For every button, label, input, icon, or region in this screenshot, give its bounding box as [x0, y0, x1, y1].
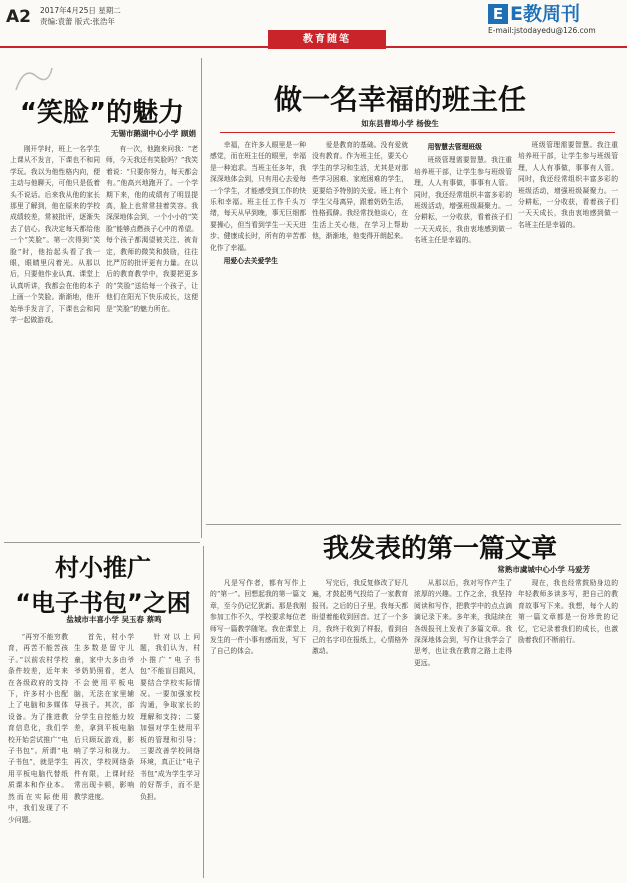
decorative-swirl-icon — [14, 62, 54, 92]
article-happy-col2: 爱是教育的基础。没有爱就没有教育。作为班主任，要关心学生的学习和生活，尤其是对那些学习困难、家庭困难的学生，更要给予特别的关爱。班上有个学生父母离异，跟着奶奶生活，性格孤僻。我经常找他谈心，在生活上关心他，在学习上帮助他，渐渐地，他变得开朗起来。 — [312, 141, 408, 241]
column-divider — [201, 58, 202, 538]
header-meta — [40, 5, 121, 27]
article-ebook-col3: 针对以上问题，我们认为，村小推广“电子书包”不能盲目跟风，要结合学校实际情况。一要加强家校沟通，争取家长的理解和支持；二要加强对学生使用平板的管理和引导；三要改善学校网络环境，真正让“电子书包”成为学生学习的好帮手，而不是负担。 — [140, 633, 200, 801]
newspaper-logo — [488, 4, 596, 35]
article-first-col2: 写完后，我反复修改了好几遍，才鼓起勇气投给了一家教育报刊。之后的日子里，我每天都盼望着能收到回音。过了一个多月，我终于收到了样报，看到自己的名字印在报纸上，心情格外激动。 — [312, 579, 408, 656]
subheading-love: 用爱心去关爱学生 — [223, 257, 278, 266]
section-divider — [4, 542, 200, 543]
article-happy-title: 做一名幸福的班主任 — [273, 83, 526, 116]
article-smile-title: “笑脸”的魅力 — [19, 98, 185, 128]
article-ebook-byline: 盐城市丰喜小学 吴玉春 蔡鸣 — [66, 615, 162, 624]
page-header — [0, 0, 627, 48]
logo-mark-icon: E — [488, 4, 508, 24]
date-line: 2017年4月25日 星期二 — [40, 6, 121, 15]
subheading-wisdom: 用智慧去管理班级 — [427, 143, 482, 151]
section-divider — [206, 524, 621, 525]
article-smile-col2: 有一次，他跑来问我：“老师，今天我还有笑脸吗？”我笑着说：“只要你努力，每天都会有。”他高兴地跑开了。一个学期下来，他的成绩有了明显提高，脸上也常常挂着笑容。我深深地体会到，一个小小的“笑脸”能够点燃孩子心中的希望。每个孩子都渴望被关注、被肯定，教师的微笑和鼓励，往往比严厉的批评更有力量。在以后的教育教学中，我要把更多的“笑脸”送给每一个孩子，让他们在阳光下快乐成长，这便是“笑脸”的魅力所在。 — [106, 145, 198, 313]
title-underline — [220, 132, 615, 133]
column-divider — [203, 546, 204, 878]
contact-email[interactable]: E-mail:jstodayedu@126.com — [488, 26, 596, 35]
article-ebook-title-line2: “电子书包”之困 — [15, 589, 191, 617]
logo-name: E教周刊 — [510, 3, 580, 25]
article-first-col4: 现在，我也经常鼓励身边的年轻教师多读多写，把自己的教育故事写下来。我想，每个人的第一篇文章都是一份珍贵的记忆，它记录着我们的成长，也激励着我们不断前行。 — [518, 579, 618, 645]
article-happy-col1: 幸福，在许多人眼里是一种感觉，而在班主任的眼里，幸福是一种追求。当班主任多年，我深深地体会到，只有用心去爱每一个学生，才能感受到工作的快乐和幸福。班主任工作千头万绪，每天从早到晚，事无巨细都要操心，但当看到学生一天天进步、健康成长时，所有的辛苦都化作了幸福。 用爱心去关爱学生 — [210, 140, 306, 520]
article-smile-col1: 刚开学时，班上一名学生上课从不发言，下课也不和同学玩。我以为他性格内向，便主动与他聊天，可他只是低着头不说话。后来我从他的家长那里了解到，他在原来的学校成绩较差，常被批评，逐渐失去了信心。我决定每天都给他一个“笑脸”。第一次得到“笑脸”时，他抬起头看了我一眼，眼睛里闪着光。从那以后，只要他作业认真、课堂上认真听讲，我都会在他的本子上画一个笑脸。渐渐地，他开始举手发言了，下课也会和同学一起做游戏。 — [10, 145, 100, 325]
section-label: 教育随笔 — [268, 30, 386, 49]
article-ebook-title-line1: 村小推广 — [55, 554, 151, 582]
article-ebook-col2: 首先，村小学生多数是留守儿童，家中大多由爷爷奶奶照看，老人不会使用平板电脑，无法在家里辅导孩子。其次，部分学生自控能力较差，拿到平板电脑后只顾玩游戏，影响了学习和视力。再次，学校网络条件有限，上课时经常出现卡顿，影响教学进度。 — [74, 633, 134, 801]
article-first-byline: 常熟市虞城中心小学 马爱芳 — [497, 565, 590, 574]
article-ebook-col1: “再穷不能穷教育，再苦不能苦孩子。”以前农村学校条件较差，近年来在各级政府的支持下，许多村小也配上了电脑和多媒体设备。为了推进教育信息化，我们学校开始尝试推广“电子书包”。所谓“电子书包”，就是学生用平板电脑代替纸质课本和作业本。然而在实际使用中，我们发现了不少问题。 — [8, 633, 68, 824]
article-happy-col3: 用智慧去管理班级 班级管理需要智慧。我注重培养班干部，让学生参与班级管理，人人有事做，事事有人管。同时，我还经常组织丰富多彩的班级活动，增强班级凝聚力。一分耕耘，一分收获，看着孩子们一天天成长，我由衷地感到做一名班主任是幸福的。 — [414, 143, 512, 245]
article-smile-byline: 无锡市鹅湖中心小学 顾娟 — [110, 129, 196, 138]
editor-line: 责编:袁蕾 版式:张浩年 — [40, 17, 115, 26]
article-first-col3: 从那以后，我对写作产生了浓厚的兴趣。工作之余，我坚持阅读和写作，把教学中的点点滴滴记录下来。多年来，我陆续在各级报刊上发表了多篇文章。我深深地体会到，写作让我学会了思考，也让我在教育之路上走得更远。 — [414, 579, 512, 667]
page-number: A2 — [6, 7, 31, 27]
article-first-col1: 凡是写作者，都有写作上的“第一”。回想起我的第一篇文章，至今仍记忆犹新。那是我刚参加工作不久，学校要求每位老师写一篇教学随笔。我在课堂上发生的一件小事有感而发，写下了自己的体会。 — [210, 579, 306, 656]
article-first-title: 我发表的第一篇文章 — [322, 534, 557, 564]
article-ebook-title — [6, 548, 200, 618]
article-happy-byline: 如东县曹埠小学 杨俊生 — [361, 119, 439, 128]
article-happy-col4: 班级管理需要智慧。我注重培养班干部，让学生参与班级管理，人人有事做，事事有人管。同时，我还经常组织丰富多彩的班级活动，增强班级凝聚力。一分耕耘，一分收获，看着孩子们一天天成长，我由衷地感到做一名班主任是幸福的。 — [518, 141, 618, 229]
